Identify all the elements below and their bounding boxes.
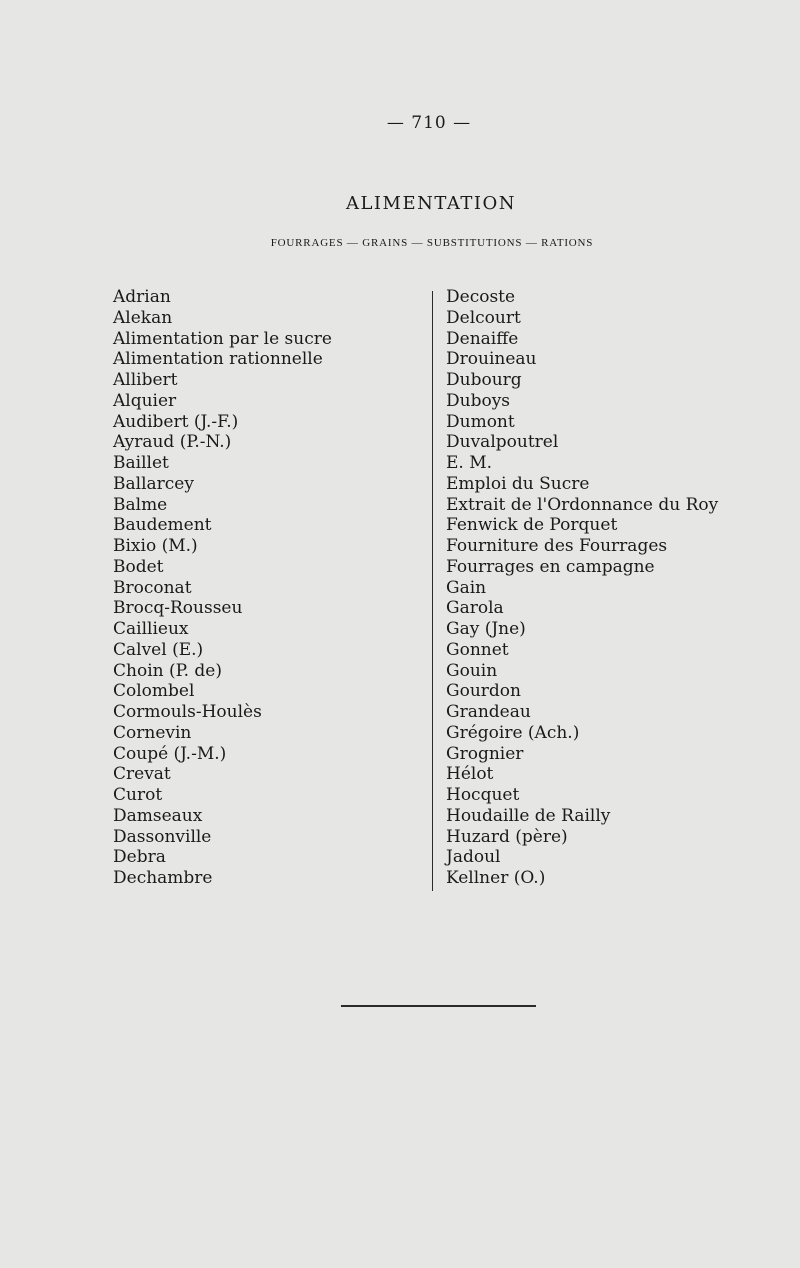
- right-name-list: [446, 287, 718, 889]
- list-item: Delcourt: [446, 307, 521, 328]
- list-item: E. M.: [446, 453, 493, 473]
- list-item: Coupé (J.-M.): [113, 743, 227, 764]
- list-item: Allibert: [113, 370, 178, 390]
- list-item: Dubourg: [446, 370, 522, 390]
- section-subtitle: FOURRAGES — GRAINS — SUBSTITUTIONS — RATIONS: [270, 237, 594, 249]
- list-item: Baudement: [113, 515, 212, 536]
- list-item: Debra: [113, 847, 166, 868]
- list-item: Extrait de l'Ordonnance du Roy: [446, 494, 719, 515]
- list-item: Drouineau: [446, 349, 537, 370]
- list-item: Balme: [113, 494, 168, 515]
- list-item: Brocq-Rousseu: [113, 598, 243, 619]
- list-item: Colombel: [113, 681, 195, 702]
- list-item: Duboys: [446, 390, 511, 411]
- list-item: Gay (Jne): [446, 619, 526, 639]
- list-item: Broconat: [113, 577, 192, 598]
- list-item: Fourrages en campagne: [446, 556, 655, 577]
- list-item: Decoste: [446, 287, 516, 307]
- list-item: Fenwick de Porquet: [446, 515, 618, 536]
- list-item: Huzard (père): [446, 826, 568, 847]
- list-item: Duvalpoutrel: [446, 432, 559, 453]
- list-item: Denaiffe: [446, 328, 519, 349]
- page-number: — 710 —: [386, 113, 472, 133]
- list-item: Ayraud (P.-N.): [113, 432, 232, 453]
- list-item: Hocquet: [446, 785, 520, 805]
- list-item: Dumont: [446, 411, 515, 432]
- list-item: Bodet: [113, 556, 164, 577]
- closing-rule: [341, 1005, 536, 1007]
- section-title: ALIMENTATION: [345, 193, 517, 214]
- list-item: Grégoire (Ach.): [446, 722, 580, 743]
- list-item: Choin (P. de): [113, 660, 222, 681]
- list-item: Kellner (O.): [446, 868, 546, 888]
- list-item: Adrian: [113, 287, 171, 307]
- list-item: Alquier: [113, 390, 177, 411]
- list-item: Cornevin: [113, 722, 192, 743]
- list-item: Houdaille de Railly: [446, 805, 611, 826]
- list-item: Calvel (E.): [113, 639, 204, 660]
- list-item: Gonnet: [446, 639, 509, 660]
- list-item: Gain: [446, 577, 487, 598]
- list-item: Crevat: [113, 764, 171, 785]
- list-item: Alekan: [113, 307, 173, 328]
- list-item: Dechambre: [113, 868, 213, 888]
- list-item: Caillieux: [113, 619, 189, 639]
- list-item: Alimentation rationnelle: [113, 349, 323, 370]
- list-item: Emploi du Sucre: [446, 473, 590, 494]
- list-item: Gouin: [446, 660, 498, 681]
- list-item: Fourniture des Fourrages: [446, 536, 668, 556]
- list-item: Dassonville: [113, 826, 212, 847]
- list-item: Damseaux: [113, 805, 203, 826]
- list-item: Gourdon: [446, 681, 521, 702]
- list-item: Alimentation par le sucre: [113, 328, 332, 349]
- list-item: Bixio (M.): [113, 536, 198, 556]
- list-item: Garola: [446, 598, 504, 619]
- list-item: Curot: [113, 785, 163, 805]
- list-item: Grandeau: [446, 702, 531, 722]
- list-item: Ballarcey: [113, 473, 194, 494]
- column-divider: [432, 291, 433, 891]
- list-item: Hélot: [446, 764, 494, 785]
- list-item: Grognier: [446, 743, 524, 764]
- list-item: Jadoul: [446, 847, 501, 868]
- list-item: Baillet: [113, 453, 169, 473]
- list-item: Cormouls-Houlès: [113, 702, 262, 722]
- list-item: Audibert (J.-F.): [113, 411, 239, 432]
- left-name-list: [113, 287, 332, 889]
